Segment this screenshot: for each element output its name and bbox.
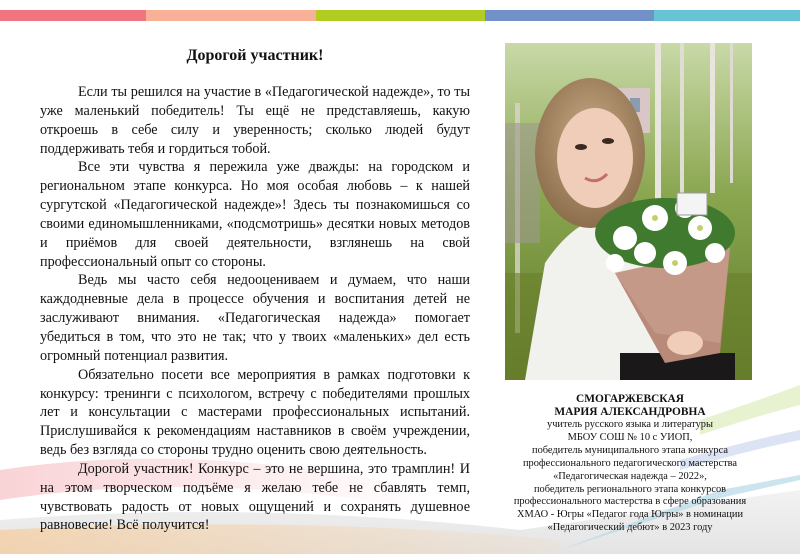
caption-line: учитель русского языка и литературы [547, 419, 713, 430]
letter-body [40, 40, 470, 535]
letter-title: Дорогой участник! [186, 47, 324, 64]
letter-paragraph: Обязательно посети все мероприятия в рамках подготовки к конкурсу: тренинги с психологом, встречу с победителями прошлых лет и консультации с мастерами профессиональных испытаний. Прислушивайся к рекомендациям наставников в своём учреждении, ведь без взгляда со стороны трудно оценить свою деятельность. [40, 366, 470, 459]
caption-line: ХМАО - Югры «Педагог года Югры» в номинации [516, 509, 744, 521]
author-name: МАРИЯ АЛЕКСАНДРОВНА [554, 406, 706, 418]
caption-line: победитель муниципального этапа конкурса [532, 444, 728, 456]
letter-paragraph: Все эти чувства я пережила уже дважды: на городском и региональном этапе конкурса. Но моя особая любовь – к нашей сургутской «Педагогической надежде»! Здесь ты познакомишься со своими единомышленниками, «подсмотришь» десятки новых методов и приёмов для своей деятельности, взглянешь на свой профессиональный опыт со стороны. [40, 159, 470, 270]
portrait-photo [505, 43, 752, 380]
color-stripe [0, 10, 800, 21]
stripe-segment-blue [485, 10, 654, 21]
caption-line: «Педагогический дебют» в 2023 году [547, 522, 713, 534]
letter-paragraph: Если ты решился на участие в «Педагогической надежде», то ты уже маленький победитель! Ты ещё не представляешь, какую откроешь в себе силу и уверенность; сколько людей будут поддерживать тебя и гордиться тобой. [40, 84, 470, 157]
caption-line: МБОУ СОШ № 10 с УИОП, [567, 431, 693, 443]
author-surname: СМОГАРЖЕВСКАЯ [575, 393, 685, 405]
caption-line: победитель регионального этапа конкурсов [533, 483, 727, 495]
stripe-segment-green [316, 10, 485, 21]
stripe-segment-peach [146, 10, 316, 21]
caption-line: профессионального педагогического мастерства [522, 457, 738, 469]
caption-line: «Педагогическая надежда – 2022», [553, 470, 707, 482]
author-caption [495, 393, 765, 535]
letter-paragraph: Ведь мы часто себя недооцениваем и думаем, что наши каждодневные дела в процессе обучения и воспитания детей не заслуживают внимания. «Педагогическая надежда» помогает убедиться в том, что это не так; что у твоих «маленьких» дел есть огромный потенциал развития. [40, 272, 470, 364]
stripe-segment-cyan [654, 10, 800, 21]
caption-line: профессионального мастерства в сфере образования [513, 496, 747, 508]
stripe-segment-pink [0, 10, 146, 21]
letter-paragraph: Дорогой участник! Конкурс – это не вершина, это трамплин! И на этом творческом подъёме я желаю тебе не сбавлять темп, чувствовать радость от новых ощущений и сохранять душевное равновесие! Всё получится! [40, 460, 470, 534]
